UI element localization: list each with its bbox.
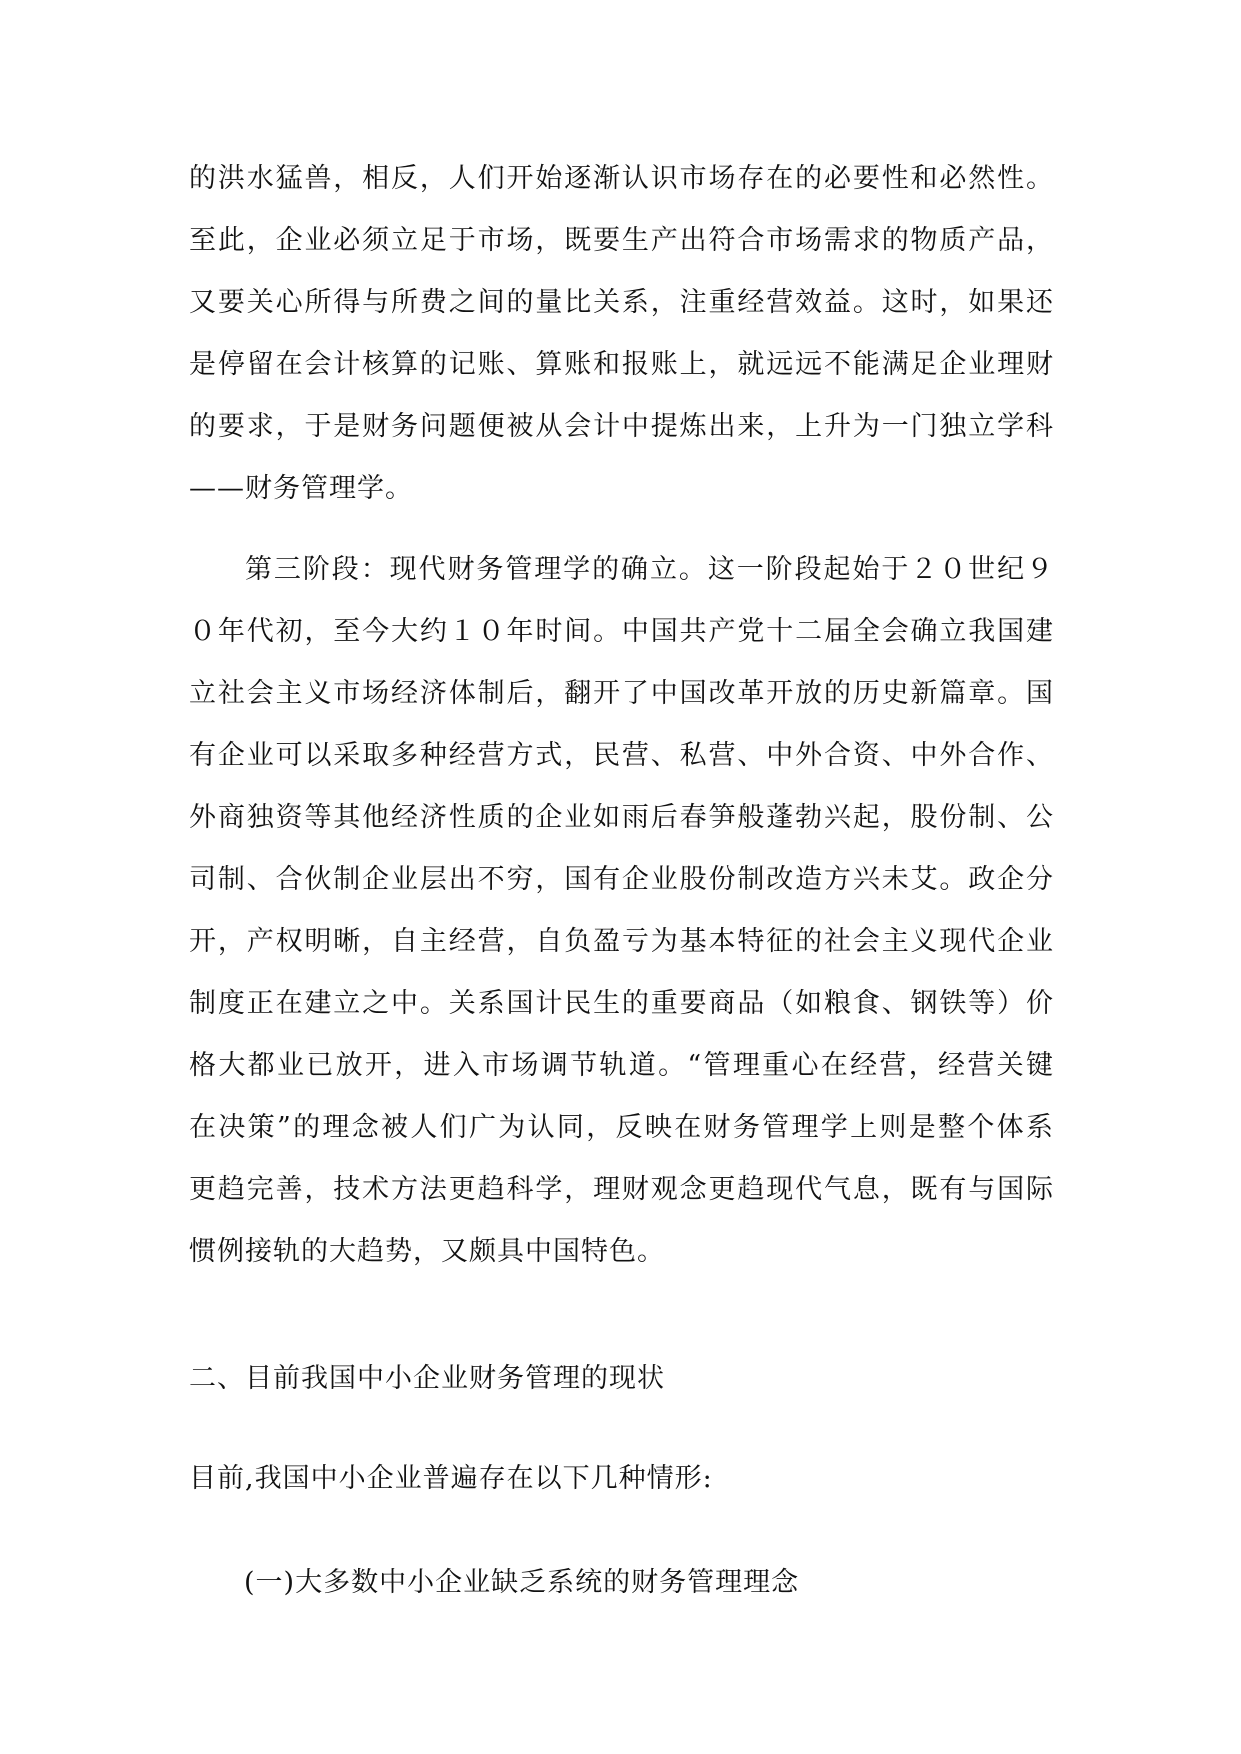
paragraph-line: 是停留在会计核算的记账、算账和报账上，就远远不能满足企业理财	[189, 349, 1054, 380]
paragraph-line: 开，产权明晰，自主经营，自负盈亏为基本特征的社会主义现代企业	[189, 926, 1054, 957]
paragraph-line: 制度正在建立之中。关系国计民生的重要商品（如粮食、钢铁等）价	[189, 988, 1054, 1019]
subheading: (一)大多数中小企业缺乏系统的财务管理理念	[244, 1567, 800, 1598]
paragraph-line: 在决策”的理念被人们广为认同，反映在财务管理学上则是整个体系	[189, 1112, 1054, 1143]
paragraph-line: 外商独资等其他经济性质的企业如雨后春笋般蓬勃兴起，股份制、公	[189, 802, 1054, 833]
paragraph-line: 惯例接轨的大趋势，又颇具中国特色。	[189, 1236, 665, 1267]
paragraph-line: 立社会主义市场经济体制后，翻开了中国改革开放的历史新篇章。国	[189, 678, 1054, 709]
paragraph-line: 格大都业已放开，进入市场调节轨道。“管理重心在经营，经营关键	[189, 1050, 1054, 1081]
paragraph-line: 有企业可以采取多种经营方式，民营、私营、中外合资、中外合作、	[189, 740, 1054, 771]
paragraph-line: 又要关心所得与所费之间的量比关系，注重经营效益。这时，如果还	[189, 287, 1054, 318]
paragraph-line: 的洪水猛兽，相反，人们开始逐渐认识市场存在的必要性和必然性。	[189, 163, 1054, 194]
paragraph-line: ０年代初，至今大约１０年时间。中国共产党十二届全会确立我国建	[189, 616, 1054, 647]
paragraph-market-necessity	[189, 148, 1054, 520]
paragraph-line: 至此，企业必须立足于市场，既要生产出符合市场需求的物质产品，	[189, 225, 1054, 256]
paragraph-line: 第三阶段：现代财务管理学的确立。这一阶段起始于２０世纪９	[245, 554, 1054, 585]
paragraph-third-stage	[189, 539, 1054, 1283]
paragraph-line: 更趋完善，技术方法更趋科学，理财观念更趋现代气息，既有与国际	[189, 1174, 1054, 1205]
intro-line: 目前,我国中小企业普遍存在以下几种情形:	[189, 1463, 713, 1494]
paragraph-line: 司制、合伙制企业层出不穷，国有企业股份制改造方兴未艾。政企分	[189, 864, 1054, 895]
paragraph-line: ——财务管理学。	[189, 473, 413, 504]
paragraph-line: 的要求，于是财务问题便被从会计中提炼出来，上升为一门独立学科	[189, 411, 1054, 442]
section-heading: 二、目前我国中小企业财务管理的现状	[189, 1363, 665, 1394]
